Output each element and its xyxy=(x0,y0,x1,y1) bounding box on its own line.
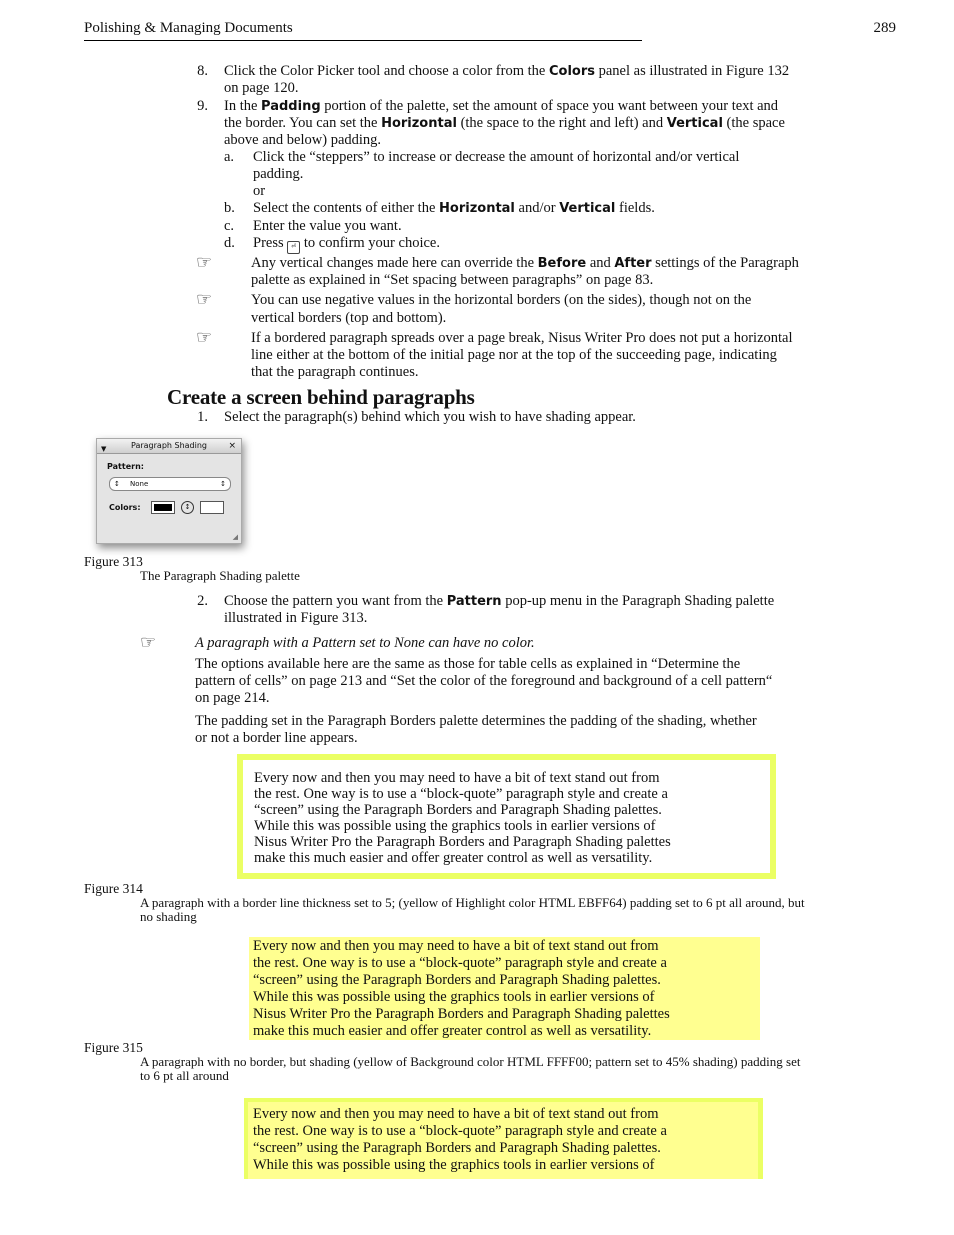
shaded-sample-paragraph xyxy=(249,937,760,1040)
figure-label: Figure 315 xyxy=(84,1040,143,1055)
resize-grip-icon[interactable]: ◢ xyxy=(232,533,238,541)
step-8-line1: Click the Color Picker tool and choose a color from the Colors panel as illustrated in Figure 132 xyxy=(224,63,790,79)
sample-line: “screen” using the Paragraph Borders and Paragraph Shading palettes. xyxy=(253,1140,661,1156)
figure-label: Figure 313 xyxy=(84,554,143,569)
paragraph-2-line2: or not a border line appears. xyxy=(195,730,358,746)
sample-line: Every now and then you may need to have a bit of text stand out from xyxy=(253,938,659,954)
step-9-line2: the border. You can set the Horizontal (the space to the right and left) and Vertical (the space xyxy=(224,115,785,131)
note-3-line2: line either at the bottom of the initial page nor at the top of the succeeding page, indicating xyxy=(251,347,777,363)
figure-caption-line2: no shading xyxy=(140,909,197,924)
sample-line: the rest. One way is to use a “block-quote” paragraph style and create a xyxy=(254,786,668,802)
pattern-popup[interactable] xyxy=(109,477,231,491)
popup-left-arrows-icon: ↕ xyxy=(114,480,120,488)
step-number: 1. xyxy=(197,409,208,425)
step-9-line1: In the Padding portion of the palette, set the amount of space you want between your text and xyxy=(224,98,779,114)
sample-line: While this was possible using the graphics tools in earlier versions of xyxy=(253,1157,655,1173)
step-number: 8. xyxy=(197,63,208,79)
header-rule xyxy=(84,40,642,41)
step-2-line2: illustrated in Figure 313. xyxy=(224,610,368,626)
sample-line: make this much easier and offer greater control as well as versatility. xyxy=(253,1023,652,1039)
paragraph-1-line1: The options available here are the same as those for table cells as explained in “Determine the xyxy=(195,656,741,672)
sample-line: “screen” using the Paragraph Borders and Paragraph Shading palettes. xyxy=(253,972,661,988)
swap-colors-icon[interactable]: ↕ xyxy=(181,501,194,514)
sample-line: While this was possible using the graphics tools in earlier versions of xyxy=(254,818,656,834)
pointing-hand-icon: ☞ xyxy=(140,632,157,653)
sample-line: “screen” using the Paragraph Borders and Paragraph Shading palettes. xyxy=(254,802,662,818)
note-1-line2: palette as explained in “Set spacing between paragraphs” on page 83. xyxy=(251,272,654,288)
substep-a-line2: padding. xyxy=(253,166,304,182)
note-3-line3: that the paragraph continues. xyxy=(251,364,419,380)
section-title: Create a screen behind paragraphs xyxy=(167,385,475,409)
paragraph-2-line1: The padding set in the Paragraph Borders palette determines the padding of the shading, whether xyxy=(195,713,757,729)
background-color-swatch[interactable] xyxy=(200,501,224,514)
pointing-hand-icon: ☞ xyxy=(196,289,213,310)
pointing-hand-icon: ☞ xyxy=(196,252,213,273)
note-3-line1: If a bordered paragraph spreads over a page break, Nisus Writer Pro does not put a horizontal xyxy=(251,330,793,346)
substep-label: d. xyxy=(224,235,235,251)
figure-label: Figure 314 xyxy=(84,881,143,896)
foreground-color-swatch[interactable] xyxy=(151,501,175,514)
sample-line: Nisus Writer Pro the Paragraph Borders and Paragraph Shading palettes xyxy=(254,834,671,850)
sample-line: the rest. One way is to use a “block-quote” paragraph style and create a xyxy=(253,1123,667,1139)
step-number: 2. xyxy=(197,593,208,609)
palette-titlebar xyxy=(97,439,241,454)
step-1-text: Select the paragraph(s) behind which you wish to have shading appear. xyxy=(224,409,636,425)
figure-caption-line1: A paragraph with no border, but shading (yellow of Background color HTML FFFF00; pattern set to 45% shading) padding set xyxy=(140,1054,801,1069)
substep-d: Press ⏎ to confirm your choice. xyxy=(253,235,440,254)
figure-caption-line2: to 6 pt all around xyxy=(140,1068,229,1083)
note-2-line1: You can use negative values in the horizontal borders (on the sides), though not on the xyxy=(251,292,752,308)
colors-label: Colors: xyxy=(109,503,141,512)
note-1-line1: Any vertical changes made here can override the Before and After settings of the Paragraph xyxy=(251,255,799,271)
substep-b: Select the contents of either the Horizontal and/or Vertical fields. xyxy=(253,200,655,216)
popup-arrows-icon: ↕ xyxy=(220,480,226,488)
substep-c: Enter the value you want. xyxy=(253,218,402,234)
substep-label: b. xyxy=(224,200,235,216)
step-number: 9. xyxy=(197,98,208,114)
step-2-line1: Choose the pattern you want from the Pattern pop-up menu in the Paragraph Shading palette xyxy=(224,593,775,609)
substep-or: or xyxy=(253,183,266,199)
sample-line: Every now and then you may need to have a bit of text stand out from xyxy=(254,770,660,786)
paragraph-1-line2: pattern of cells” on page 213 and “Set the color of the foreground and background of a cell pattern“ xyxy=(195,673,773,689)
return-key-icon: ⏎ xyxy=(287,241,300,254)
sample-line: the rest. One way is to use a “block-quote” paragraph style and create a xyxy=(253,955,667,971)
substep-label: c. xyxy=(224,218,235,234)
step-9-line3: above and below) padding. xyxy=(224,132,382,148)
page-number: 289 xyxy=(873,20,896,36)
sample-line: Every now and then you may need to have a bit of text stand out from xyxy=(253,1106,659,1122)
bordered-sample-paragraph xyxy=(237,754,776,879)
bordered-shaded-sample-paragraph xyxy=(244,1098,763,1179)
pattern-label: Pattern: xyxy=(107,462,144,471)
collapse-triangle-icon[interactable]: ▼ xyxy=(101,445,107,453)
paragraph-1-line3: on page 214. xyxy=(195,690,270,706)
note-2-line2: vertical borders (top and bottom). xyxy=(251,310,447,326)
figure-caption-line1: A paragraph with a border line thickness set to 5; (yellow of Highlight color HTML EBFF64) padding set to 6 pt all around, but xyxy=(140,895,805,910)
sample-line: make this much easier and offer greater control as well as versatility. xyxy=(254,850,653,866)
close-icon[interactable]: × xyxy=(228,441,236,451)
pattern-value: None xyxy=(130,480,149,488)
step-8-line2: on page 120. xyxy=(224,80,299,96)
italic-note: A paragraph with a Pattern set to None can have no color. xyxy=(195,635,535,651)
sample-line: Nisus Writer Pro the Paragraph Borders and Paragraph Shading palettes xyxy=(253,1006,670,1022)
running-header: Polishing & Managing Documents xyxy=(84,20,293,36)
palette-title: Paragraph Shading xyxy=(130,441,208,450)
sample-line: While this was possible using the graphics tools in earlier versions of xyxy=(253,989,655,1005)
substep-a-line1: Click the “steppers” to increase or decrease the amount of horizontal and/or vertical xyxy=(253,149,740,165)
pointing-hand-icon: ☞ xyxy=(196,327,213,348)
paragraph-shading-palette xyxy=(96,438,242,544)
figure-caption: The Paragraph Shading palette xyxy=(140,568,300,583)
substep-label: a. xyxy=(224,149,235,165)
